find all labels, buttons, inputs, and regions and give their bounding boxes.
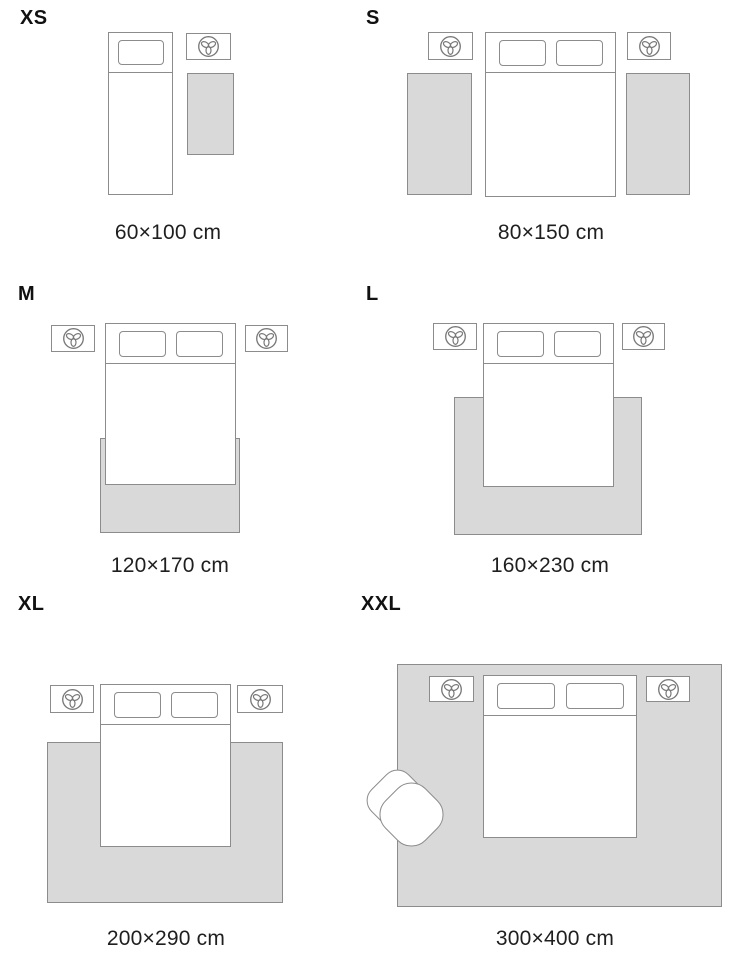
bed-headboard (106, 324, 235, 364)
plant-icon (62, 327, 85, 350)
size-caption-m: 120×170 cm (110, 554, 230, 577)
bed-headboard (486, 33, 615, 73)
plant-icon (197, 35, 220, 58)
double-bed (105, 323, 236, 485)
plant-icon (657, 678, 680, 701)
size-caption-s: 80×150 cm (497, 221, 605, 244)
plant-icon (255, 327, 278, 350)
single-bed (108, 32, 173, 195)
nightstand-left (433, 323, 477, 350)
nightstand-left (428, 32, 473, 60)
pillow (114, 692, 161, 718)
pillow (554, 331, 601, 357)
plant-icon (440, 678, 463, 701)
plant-icon (249, 688, 272, 711)
nightstand-left (429, 676, 474, 702)
rug-right (626, 73, 690, 195)
pillow (171, 692, 218, 718)
pillow (497, 683, 555, 709)
double-bed (483, 323, 614, 487)
bed-headboard (101, 685, 230, 725)
double-bed (485, 32, 616, 197)
double-bed (100, 684, 231, 847)
pillow (118, 40, 164, 65)
size-caption-xl: 200×290 cm (106, 927, 226, 950)
plant-icon (439, 35, 462, 58)
pillow (566, 683, 624, 709)
nightstand-right (646, 676, 690, 702)
size-caption-xs: 60×100 cm (114, 221, 222, 244)
plant-icon (444, 325, 467, 348)
nightstand-right (622, 323, 665, 350)
size-label-xs: XS (20, 7, 48, 29)
plant-icon (638, 35, 661, 58)
nightstand-right (245, 325, 288, 352)
nightstand-right (627, 32, 671, 60)
size-label-l: L (366, 283, 379, 305)
bed-headboard (109, 33, 172, 73)
size-label-xxl: XXL (361, 593, 402, 615)
nightstand-left (50, 685, 94, 713)
rug-left (407, 73, 472, 195)
nightstand (186, 33, 231, 60)
size-caption-l: 160×230 cm (490, 554, 610, 577)
double-bed (483, 675, 637, 838)
plant-icon (61, 688, 84, 711)
size-label-s: S (366, 7, 380, 29)
nightstand-left (51, 325, 95, 352)
pillow (119, 331, 166, 357)
pillow (176, 331, 223, 357)
size-label-m: M (18, 283, 36, 305)
size-label-xl: XL (18, 593, 45, 615)
plant-icon (632, 325, 655, 348)
pillow (499, 40, 546, 66)
pillow (497, 331, 544, 357)
rug (187, 73, 234, 155)
pillow (556, 40, 603, 66)
nightstand-right (237, 685, 283, 713)
bed-headboard (484, 324, 613, 364)
size-caption-xxl: 300×400 cm (495, 927, 615, 950)
bed-headboard (484, 676, 636, 716)
